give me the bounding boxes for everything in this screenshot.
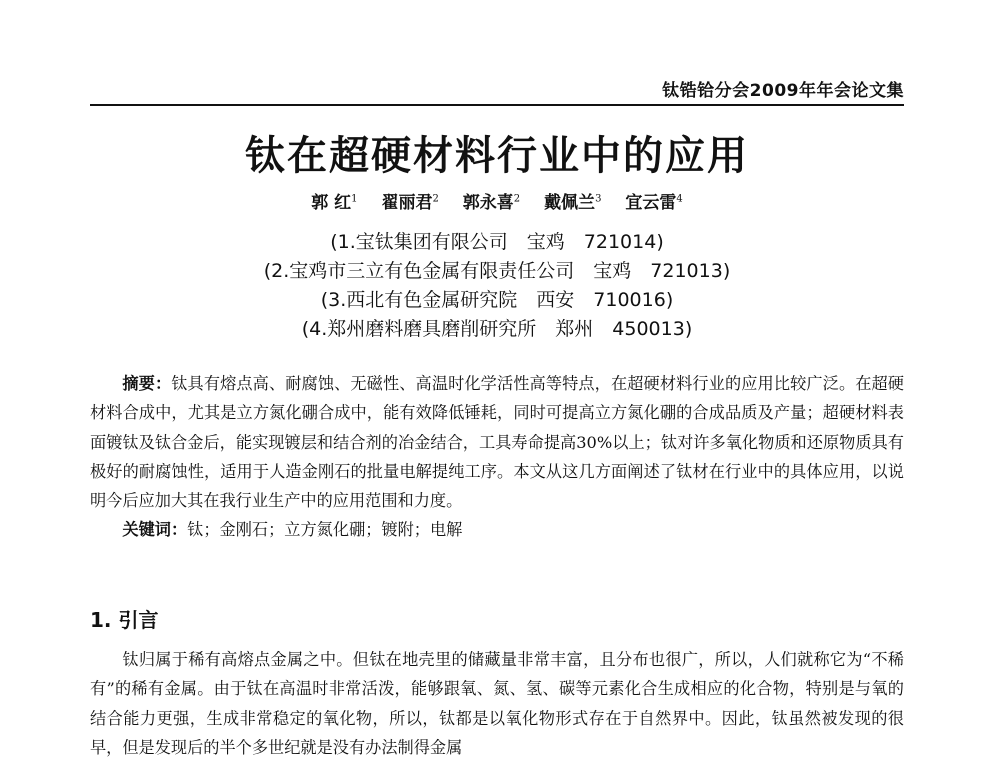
author xyxy=(381,193,438,213)
keywords-label: 关键词： xyxy=(122,520,188,540)
author-list xyxy=(90,188,904,213)
author-name: 戴佩兰 xyxy=(544,193,596,213)
author xyxy=(544,193,601,213)
author-name: 翟丽君 xyxy=(381,193,433,213)
affiliation: (1.宝钛集团有限公司 宝鸡 721014) xyxy=(330,231,664,253)
body-paragraph: 钛归属于稀有高熔点金属之中。但钛在地壳里的储藏量非常丰富，且分布也很广，所以，人们就称它为“不稀有”的稀有金属。由于钛在高温时非常活泼，能够跟氧、氮、氢、碳等元素化合生成相应的化合物，特别是与氧的结合能力更强，生成非常稳定的氧化物，所以，钛都是以氧化物形式存在于自然界中。因此，钛虽然被发现的很早，但是发现后的半个多世纪就是没有办法制得金属 xyxy=(90,650,904,757)
author-name: 宜云雷 xyxy=(625,193,677,213)
author-affiliation-mark: 2 xyxy=(513,193,521,205)
author xyxy=(311,193,357,213)
author-name: 郭 红 xyxy=(311,193,352,213)
affiliation-list xyxy=(90,228,904,344)
abstract-label: 摘要： xyxy=(122,374,172,393)
author-affiliation-mark: 1 xyxy=(351,193,358,205)
affiliation: (4.郑州磨料磨具磨削研究所 郑州 450013) xyxy=(301,318,693,340)
header-rule xyxy=(90,104,904,106)
paper-title: 钛在超硬材料行业中的应用 xyxy=(245,132,749,179)
section-body xyxy=(90,645,904,762)
author xyxy=(625,193,682,213)
author-affiliation-mark: 4 xyxy=(676,193,683,205)
author-affiliation-mark: 2 xyxy=(432,193,439,205)
affiliation: (2.宝鸡市三立有色金属有限责任公司 宝鸡 721013) xyxy=(263,260,731,282)
affiliation: (3.西北有色金属研究院 西安 710016) xyxy=(320,289,674,311)
section-heading: 1. 引言 xyxy=(90,608,159,632)
author-name: 郭永喜 xyxy=(462,193,514,213)
abstract-text: 钛具有熔点高、耐腐蚀、无磁性、高温时化学活性高等特点，在超硬材料行业的应用比较广泛。在超硬材料合成中，尤其是立方氮化硼合成中，能有效降低锤耗，同时可提高立方氮化硼的合成品质及产量；超硬材料表面镀钛及钛合金后，能实现镀层和结合剂的冶金结合，工具寿命提高30%以上；钛对许多氧化物质和还原物质具有极好的耐腐蚀性，适用于人造金刚石的批量电解提纯工序。本文从这几方面阐述了钛材在行业中的具体应用，以说明今后应加大其在我行业生产中的应用范围和力度。 xyxy=(90,374,904,511)
author xyxy=(463,193,520,213)
keywords-text: 钛；金刚石；立方氮化硼；镀附；电解 xyxy=(187,520,463,540)
abstract xyxy=(90,369,904,545)
running-header: 钛锆铪分会2009年年会论文集 xyxy=(662,81,904,101)
abstract-paragraph xyxy=(90,369,904,515)
keywords xyxy=(90,515,904,544)
author-affiliation-mark: 3 xyxy=(595,193,602,205)
